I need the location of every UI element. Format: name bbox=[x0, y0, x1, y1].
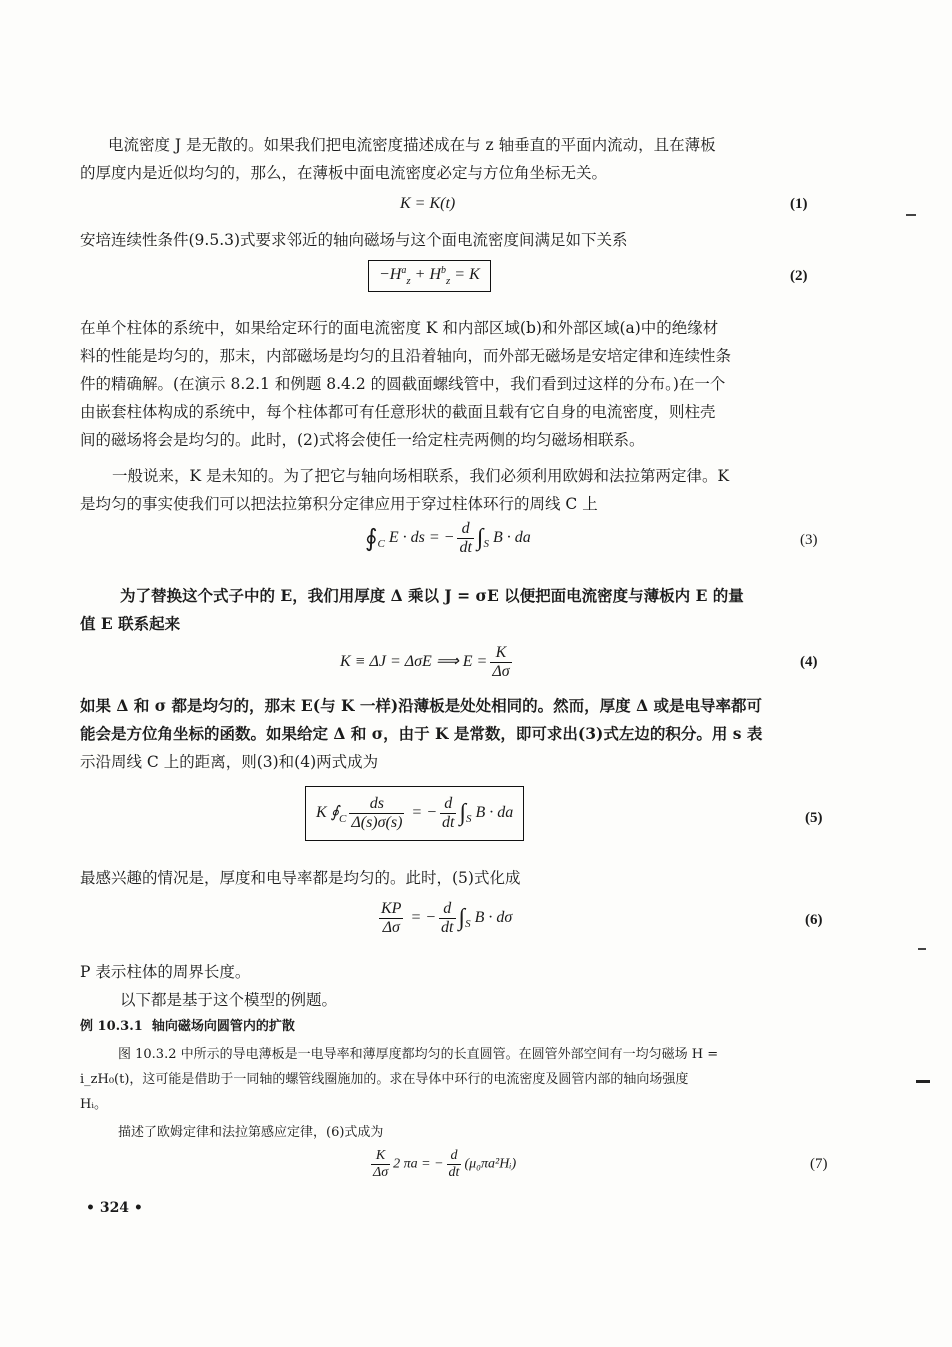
scan-mark bbox=[916, 1080, 930, 1083]
text-line: 一般说来，K 是未知的。为了把它与轴向场相联系，我们必须利用欧姆和法拉第两定律。K bbox=[112, 467, 730, 485]
text-line: 由嵌套柱体构成的系统中，每个柱体都可有任意形状的截面且载有它自身的电流密度，则柱壳 bbox=[80, 403, 716, 421]
eq-number: (7) bbox=[810, 1156, 828, 1172]
eq-number: (1) bbox=[790, 196, 808, 212]
text-line: 图 10.3.2 中所示的导电薄板是一电导率和薄厚度都均匀的长直圆管。在圆管外部空间有一均匀磁场 H = bbox=[118, 1047, 719, 1062]
text-line: 最感兴趣的情况是，厚度和电导率都是均匀的。此时，(5)式化成 bbox=[80, 869, 521, 887]
eq-number: (3) bbox=[800, 532, 818, 548]
text-line: 电流密度 J 是无散的。如果我们把电流密度描述成在与 z 轴垂直的平面内流动，且在薄板 bbox=[108, 136, 716, 154]
text-line: 料的性能是均匀的，那末，内部磁场是均匀的且沿着轴向，而外部无磁场是安培定律和连续性条 bbox=[80, 347, 732, 365]
equation-1: K = K(t) bbox=[400, 195, 456, 212]
scan-mark bbox=[906, 214, 916, 216]
eq-number: (5) bbox=[805, 810, 823, 826]
text-line: 的厚度内是近似均匀的，那么，在薄板中面电流密度必定与方位角坐标无关。 bbox=[80, 164, 608, 182]
eq-number: (4) bbox=[800, 654, 818, 670]
text-line: 为了替换这个式子中的 E，我们用厚度 Δ 乘以 J = σE 以便把面电流密度与薄板内 E 的量 bbox=[120, 586, 744, 605]
text-line: P 表示柱体的周界长度。 bbox=[80, 963, 251, 981]
text-line: Hᵢ。 bbox=[80, 1097, 107, 1112]
text-line: 值 E 联系起来 bbox=[80, 614, 181, 633]
text-line: i_zH₀(t)，这可能是借助于一同轴的螺管线圈施加的。求在导体中环行的电流密度及圆管内部的轴向场强度 bbox=[80, 1072, 689, 1087]
equation-6: $\frac{KP}{\Delta\sigma}$ = − $\frac{d}{dt}$ $\int_S$ B · dσ bbox=[381, 900, 513, 936]
text-line: 能会是方位角坐标的函数。如果给定 Δ 和 σ，由于 K 是常数，即可求出(3)式左边的积分。用 s 表 bbox=[80, 724, 763, 743]
text-line: 示沿周线 C 上的距离，则(3)和(4)两式成为 bbox=[80, 753, 379, 771]
equation-3: $∮_C$ E · ds = − $\frac{d}{dt}$ $\int_S$ B · da bbox=[365, 520, 531, 556]
equation-2: $-H^a_z + H^b_z = K$ bbox=[368, 260, 491, 292]
text-line: 安培连续性条件(9.5.3)式要求邻近的轴向磁场与这个面电流密度间满足如下关系 bbox=[80, 231, 628, 249]
scan-mark bbox=[918, 948, 926, 950]
eq-number: (2) bbox=[790, 268, 808, 284]
page-number: • 324 • bbox=[86, 1200, 143, 1216]
text-line: 在单个柱体的系统中，如果给定环行的面电流密度 K 和内部区域(b)和外部区域(a)中的绝缘材 bbox=[80, 319, 719, 337]
text-line: 描述了欧姆定律和法拉第感应定律，(6)式成为 bbox=[118, 1125, 384, 1140]
text-line: 如果 Δ 和 σ 都是均匀的，那末 E(与 K 一样)沿薄板是处处相同的。然而，厚度 Δ 或是电导率都可 bbox=[80, 696, 763, 715]
eq-number: (6) bbox=[805, 912, 823, 928]
example-title: 轴向磁场向圆管内的扩散 bbox=[151, 1019, 295, 1034]
example-number: 例 10.3.1 bbox=[80, 1019, 143, 1034]
text-line: 以下都是基于这个模型的例题。 bbox=[120, 991, 338, 1009]
equation-5: K $∮_C$ $\frac{ds}{\Delta(s)\sigma(s)}$ = − $\frac{d}{dt}$ $\int_S$ B · da bbox=[305, 786, 524, 841]
text-line: 件的精确解。(在演示 8.2.1 和例题 8.4.2 的圆截面螺线管中，我们看到过这样的分布。)在一个 bbox=[80, 375, 726, 393]
text-line: 是均匀的事实使我们可以把法拉第积分定律应用于穿过柱体环行的周线 C 上 bbox=[80, 495, 598, 513]
equation-7: $\frac{K}{\Delta\sigma}$ 2 πa = − $\frac{d}{dt}$ (μ₀πa²Hᵢ) bbox=[373, 1148, 517, 1180]
text-line: 间的磁场将会是均匀的。此时，(2)式将会使任一给定柱壳两侧的均匀磁场相联系。 bbox=[80, 431, 645, 449]
equation-4: K ≡ ΔJ = ΔσE ⟹ E = $\frac{K}{\Delta\sigma}$ bbox=[340, 644, 510, 680]
example-heading bbox=[80, 1018, 295, 1036]
